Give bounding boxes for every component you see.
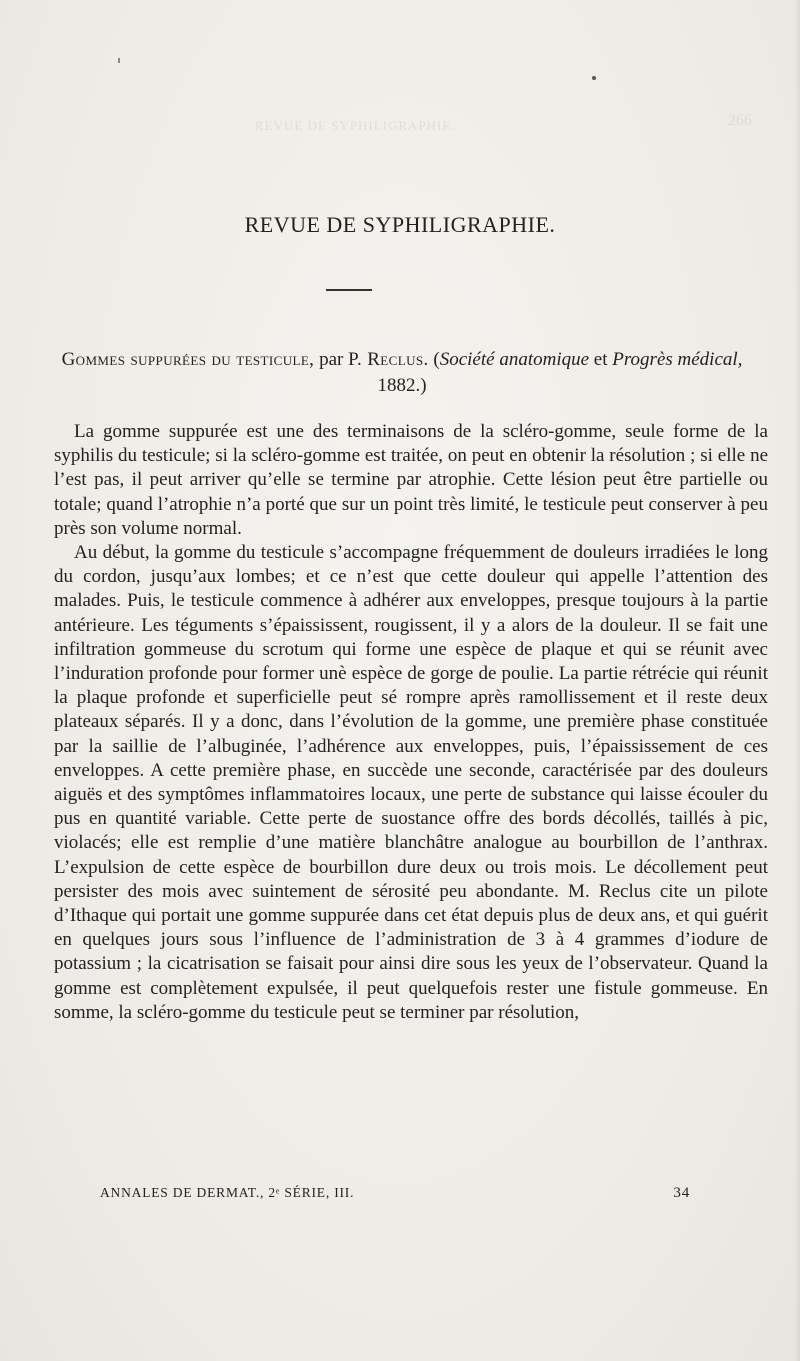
article-heading xyxy=(52,347,752,399)
source-and: et xyxy=(589,349,613,370)
title-rule xyxy=(326,289,372,291)
paragraph: Au début, la gomme du testicule s’accompagne fréquemment de douleurs irradiées le long du cordon, jusqu’aux lombes; et ce n’est que cette douleur qui appelle l’attention des malades. Puis, le testicule commence à adhérer aux enveloppes, presque toujours à la partie antérieure. Les téguments s’épaississent, rougissent, il y a alors de la douleur. Il se fait une infiltration gommeuse du scrotum qui forme une espèce de plaque et qui se réunit avec l’induration profonde pour former unè espèce de gorge de poulie. La partie rétrécie qui réunit la plaque profonde et superficielle peut sé rompre après ramollissement et il reste deux plateaux séparés. Il y a donc, dans l’évolution de la gomme, une première phase constituée par la saillie de l’albuginée, l’adhérence aux enveloppes, puis, l’épaississement de ces enveloppes. A cette première phase, en succède une seconde, caractérisée par des douleurs aiguës et des symptômes inflammatoires locaux, une perte de substance qui laisse écouler du pus en quantité variable. Cette perte de suostance offre des bords décollés, taillés à pic, violacés; elle est remplie d’une matière blanchâtre analogue au bourbillon de l’anthrax. L’expulsion de cette espèce de bourbillon dure deux ou trois mois. Le décollement peut persister des mois avec suintement de sérosité peu abondante. M. Reclus cite un pilote d’Ithaque qui portait une gomme suppurée dans cet état depuis plus de deux ans, et qui guérit en quelques jours sous l’influence de l’administration de 3 à 4 grammes d’iodure de potassium ; la cicatrisation se faisait pour ainsi dire sous les yeux de l’observateur. Quand la gomme est complètement expulsée, il peut quelquefois rester une fistule gommeuse. En somme, la scléro-gomme du testicule peut se terminer par résolution, xyxy=(54,542,768,1023)
section-title: REVUE DE SYPHILIGRAPHIE. xyxy=(244,212,556,237)
page-edge-shadow xyxy=(794,0,800,1361)
footer-journal: ANNALES DE DERMAT., 2ᵉ SÉRIE, III. xyxy=(100,1185,355,1200)
article-title: Gommes suppurées du testicule, xyxy=(61,349,315,370)
source-open: ( xyxy=(428,349,440,370)
paragraph: La gomme suppurée est une des terminaisons de la scléro-gomme, seule forme de la syphilis du testicule; si la scléro-gomme est traitée, on peut en obtenir la résolution ; si elle ne l’est pas, il peut arriver qu’elle se termine par atrophie. Cette lésion peut être partielle ou totale; quand l’atrophie n’a porté que sur un point très limité, le testicule peut conserver à peu près son volume normal. xyxy=(54,421,768,539)
article-body xyxy=(54,420,768,1025)
source-journal-1: Société anatomique xyxy=(439,349,590,370)
page-footer xyxy=(100,1185,690,1201)
paper-speck xyxy=(118,58,120,63)
article-author: P. Reclus. xyxy=(348,349,429,370)
page-number: 34 xyxy=(673,1185,690,1201)
article-by: par xyxy=(314,349,349,370)
paper-speck xyxy=(592,76,596,80)
bleed-through-running-head: REVUE DE SYPHILIGRAPHIE. xyxy=(255,118,456,133)
source-year: 1882.) xyxy=(377,375,427,396)
source-journal-2: Progrès médical, xyxy=(612,349,743,370)
bleed-through-page-number: 266 xyxy=(728,112,752,129)
